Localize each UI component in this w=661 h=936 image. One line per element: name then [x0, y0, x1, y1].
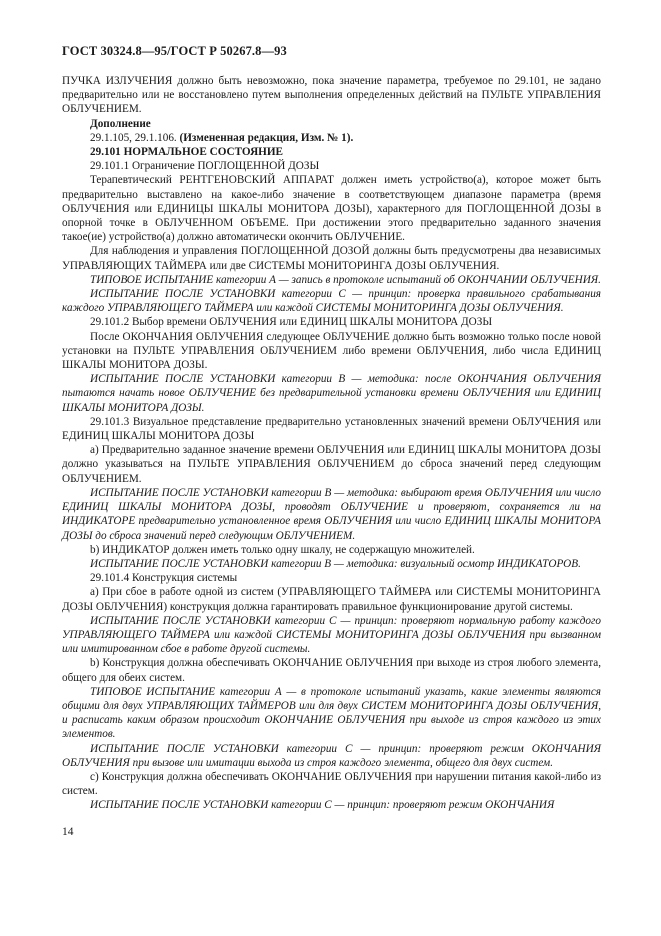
- paragraph: [62, 330, 601, 373]
- paragraph-text: Дополнение: [90, 117, 151, 130]
- paragraph: [62, 742, 601, 770]
- paragraph-text: а) Предварительно заданное значение времени ОБЛУЧЕНИЯ или ЕДИНИЦ ШКАЛЫ МОНИТОРА ДОЗЫ должно указываться на ПУЛЬТЕ УПРАВЛЕНИЯ ОБЛУЧЕНИЕМ до сброса значений перед следующим ОБЛУЧЕНИЕМ.: [62, 444, 601, 485]
- paragraph-text: 29.1.105, 29.1.106.: [90, 131, 177, 144]
- paragraph-text: После ОКОНЧАНИЯ ОБЛУЧЕНИЯ следующее ОБЛУЧЕНИЕ должно быть возможно только после новой установки на ПУЛЬТЕ УПРАВЛЕНИЯ ОБЛУЧЕНИЕМ либо времени ОБЛУЧЕНИЯ, либо числа ЕДИНИЦ ШКАЛЫ МОНИТОРА ДОЗЫ.: [62, 330, 601, 372]
- paragraph-text: ПУЧКА ИЗЛУЧЕНИЯ должно быть невозможно, пока значение параметра, требуемое по 29.101, не задано предварительно или не восстановлено путем выполнения определенных действий на ПУЛЬТЕ УПРАВЛЕНИЯ ОБЛУЧЕНИЕМ.: [62, 75, 601, 116]
- paragraph-text: 29.101.1 Ограничение ПОГЛОЩЕННОЙ ДОЗЫ: [90, 160, 320, 173]
- paragraph: [62, 443, 601, 486]
- paragraph-text: b) ИНДИКАТОР должен иметь только одну шкалу, не содержащую множителей.: [90, 543, 475, 556]
- page-number: 14: [62, 826, 74, 838]
- paragraph: [62, 770, 601, 798]
- paragraph-text: 29.101.2 Выбор времени ОБЛУЧЕНИЯ или ЕДИНИЦ ШКАЛЫ МОНИТОРА ДОЗЫ: [90, 316, 493, 329]
- paragraph: [62, 273, 601, 287]
- paragraph-text: с) Конструкция должна обеспечивать ОКОНЧАНИЕ ОБЛУЧЕНИЯ при нарушении питания какой-либо из систем.: [62, 770, 601, 798]
- paragraph: [62, 656, 601, 684]
- page-header: ГОСТ 30324.8—95/ГОСТ Р 50267.8—93: [62, 44, 287, 58]
- amendment-note: (Измененная редакция, Изм. № 1).: [176, 131, 354, 144]
- paragraph-text: ТИПОВОЕ ИСПЫТАНИЕ категории А — в протоколе испытаний указать, какие элементы являются общими для двух УПРАВЛЯЮЩИХ ТАЙМЕРОВ или для двух СИСТЕМ МОНИТОРИНГА ДОЗЫ ОБЛУЧЕНИЯ, и расписать каким образом происходит ОКОНЧАНИЕ ОБЛУЧЕНИЯ при выходе из строя каждого из этих элементов.: [62, 685, 601, 741]
- paragraph: [62, 173, 601, 244]
- paragraph: [62, 557, 601, 571]
- paragraph-text: ИСПЫТАНИЕ ПОСЛЕ УСТАНОВКИ категории В — методика: после ОКОНЧАНИЯ ОБЛУЧЕНИЯ пытаются начать новое ОБЛУЧЕНИЕ без предварительной установки времени ОБЛУЧЕНИЯ или ЕДИНИЦ ШКАЛЫ МОНИТОРА ДОЗЫ.: [62, 373, 601, 414]
- paragraph-text: 29.101.4 Конструкция системы: [90, 572, 238, 585]
- paragraph-text: b) Конструкция должна обеспечивать ОКОНЧАНИЕ ОБЛУЧЕНИЯ при выходе из строя любого элемента, общего для обеих систем.: [62, 657, 601, 684]
- paragraph-text: ТИПОВОЕ ИСПЫТАНИЕ категории А — запись в протоколе испытаний об ОКОНЧАНИИ ОБЛУЧЕНИЯ.: [90, 273, 601, 286]
- paragraph: [62, 798, 601, 812]
- paragraph: [62, 244, 601, 272]
- paragraph: [62, 145, 601, 159]
- paragraph: [62, 685, 601, 742]
- paragraph: [62, 486, 601, 543]
- paragraph: [62, 315, 601, 329]
- paragraph-text: Терапевтический РЕНТГЕНОВСКИЙ АППАРАТ должен иметь устройство(а), которое может быть предварительно выставлено на какое-либо значение в соответствующем диапазоне параметра (время ОБЛУЧЕНИЯ или ЕДИНИЦЫ ШКАЛЫ МОНИТОРА ДОЗЫ), характерного для ПОГЛОЩЕННОЙ ДОЗЫ в опорной точке в ОБЛУЧЕННОМ ОБЪЕМЕ. При достижении этого предварительно заданного значения такое(ие) устройство(а) должно автоматически окончить ОБЛУЧЕНИЕ.: [62, 174, 601, 244]
- paragraph-text: ИСПЫТАНИЕ ПОСЛЕ УСТАНОВКИ категории С — принцип: проверяют режим ОКОНЧАНИЯ ОБЛУЧЕНИЯ при вызове или имитации выхода из строя каждого элемента, общего для двух систем.: [62, 742, 601, 769]
- paragraph: [62, 415, 601, 443]
- paragraph: [62, 287, 601, 315]
- paragraph-text: ИСПЫТАНИЕ ПОСЛЕ УСТАНОВКИ категории С — принцип: проверяют нормальную работу каждого УПРАВЛЯЮЩЕГО ТАЙМЕРА или каждой СИСТЕМЫ МОНИТОРИНГА ДОЗЫ ОБЛУЧЕНИЯ при вызванном или имитированном сбое в работе другой системы.: [62, 614, 601, 656]
- paragraph: [62, 543, 601, 557]
- paragraph-text: Для наблюдения и управления ПОГЛОЩЕННОЙ ДОЗОЙ должны быть предусмотрены два независимых УПРАВЛЯЮЩИХ ТАЙМЕРА или две СИСТЕМЫ МОНИТОРИНГА ДОЗЫ ОБЛУЧЕНИЯ.: [62, 245, 601, 272]
- paragraph-text: а) При сбое в работе одной из систем (УПРАВЛЯЮЩЕГО ТАЙМЕРА или СИСТЕМЫ МОНИТОРИНГА ДОЗЫ ОБЛУЧЕНИЯ) конструкция должна гарантировать правильное функционирование другой системы.: [62, 586, 601, 613]
- paragraph-text: 29.101.3 Визуальное представление предварительно установленных значений времени ОБЛУЧЕНИЯ или ЕДИНИЦ ШКАЛЫ МОНИТОРА ДОЗЫ: [62, 415, 601, 443]
- paragraph: [62, 74, 601, 117]
- paragraph-text: ИСПЫТАНИЕ ПОСЛЕ УСТАНОВКИ категории В — методика: визуальный осмотр ИНДИКАТОРОВ.: [90, 557, 581, 570]
- paragraph: [62, 614, 601, 657]
- paragraph: [62, 585, 601, 613]
- paragraph-text: ИСПЫТАНИЕ ПОСЛЕ УСТАНОВКИ категории В — методика: выбирают время ОБЛУЧЕНИЯ или число ЕДИНИЦ ШКАЛЫ МОНИТОРА ДОЗЫ, проводят ОБЛУЧЕНИЕ и проверяют, сохраняется ли на ИНДИКАТОРЕ предварительно установленное время ОБЛУЧЕНИЯ или число ЕДИНИЦ ШКАЛЫ МОНИТОРА ДОЗЫ до сброса значений перед следующим ОБЛУЧЕНИЕМ.: [62, 486, 601, 542]
- paragraph-text: ИСПЫТАНИЕ ПОСЛЕ УСТАНОВКИ категории С — принцип: проверка правильного срабатывания каждого УПРАВЛЯЮЩЕГО ТАЙМЕРА или каждой СИСТЕМЫ МОНИТОРИНГА ДОЗЫ ОБЛУЧЕНИЯ.: [62, 288, 601, 315]
- paragraph: [62, 117, 601, 131]
- paragraph: [62, 131, 601, 145]
- document-body: [62, 74, 601, 813]
- paragraph: [62, 159, 601, 173]
- paragraph: [62, 372, 601, 415]
- paragraph-text: ИСПЫТАНИЕ ПОСЛЕ УСТАНОВКИ категории С — принцип: проверяют режим ОКОНЧАНИЯ: [90, 799, 555, 812]
- paragraph-text: 29.101 НОРМАЛЬНОЕ СОСТОЯНИЕ: [90, 146, 284, 159]
- paragraph: [62, 571, 601, 585]
